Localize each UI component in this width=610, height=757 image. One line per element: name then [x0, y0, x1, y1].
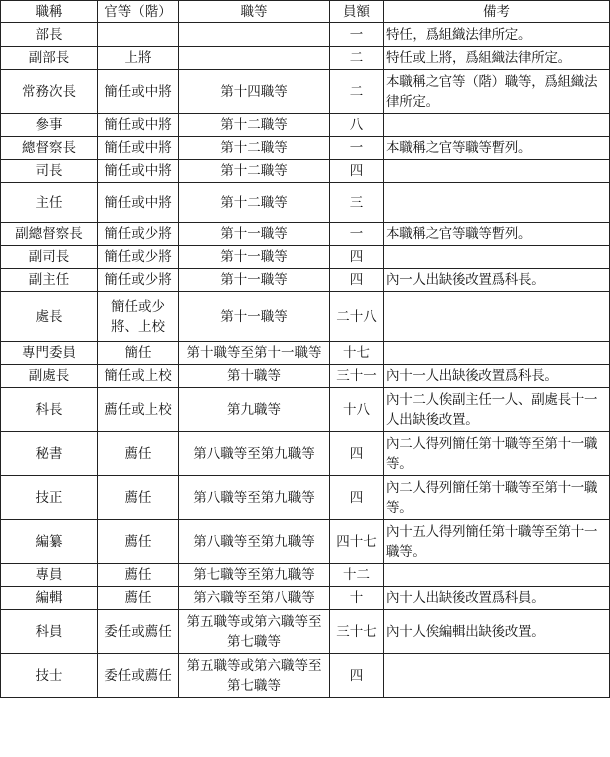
header-grade: 職等: [179, 1, 330, 23]
cell-note: 本職稱之官等職等暫列。: [384, 137, 610, 160]
cell-title: 副司長: [1, 246, 98, 269]
cell-rank: 薦任: [98, 564, 179, 587]
cell-note: 內十人俟編輯出缺後改置。: [384, 610, 610, 654]
cell-note: [384, 292, 610, 342]
cell-grade: 第十職等至第十一職等: [179, 342, 330, 365]
cell-grade: [179, 23, 330, 47]
cell-grade: [179, 47, 330, 70]
header-title: 職稱: [1, 1, 98, 23]
cell-count: 十七: [330, 342, 384, 365]
cell-note: 特任，爲組織法律所定。: [384, 23, 610, 47]
cell-grade: 第八職等至第九職等: [179, 476, 330, 520]
cell-count: 二: [330, 47, 384, 70]
cell-note: [384, 183, 610, 223]
cell-title: 秘書: [1, 432, 98, 476]
cell-note: 內二人得列簡任第十職等至第十一職等。: [384, 432, 610, 476]
cell-note: 本職稱之官等職等暫列。: [384, 223, 610, 246]
cell-note: 內十五人得列簡任第十職等至第十一職等。: [384, 520, 610, 564]
header-note: 備考: [384, 1, 610, 23]
cell-title: 副主任: [1, 269, 98, 292]
cell-title: 主任: [1, 183, 98, 223]
cell-title: 副總督察長: [1, 223, 98, 246]
cell-title: 技士: [1, 654, 98, 698]
cell-note: 內二人得列簡任第十職等至第十一職等。: [384, 476, 610, 520]
cell-note: 內十二人俟副主任一人、副處長十一人出缺後改置。: [384, 388, 610, 432]
cell-title: 技正: [1, 476, 98, 520]
cell-rank: 薦任或上校: [98, 388, 179, 432]
cell-count: 四: [330, 654, 384, 698]
cell-note: [384, 654, 610, 698]
cell-title: 專員: [1, 564, 98, 587]
cell-grade: 第十一職等: [179, 246, 330, 269]
table-row: [1, 432, 610, 476]
cell-title: 參事: [1, 114, 98, 137]
header-rank: 官等（階）: [98, 1, 179, 23]
cell-title: 編纂: [1, 520, 98, 564]
table-row: [1, 476, 610, 520]
table-row: [1, 342, 610, 365]
cell-count: 四: [330, 246, 384, 269]
table-row: [1, 520, 610, 564]
cell-count: 十: [330, 587, 384, 610]
cell-note: 內十一人出缺後改置爲科長。: [384, 365, 610, 388]
cell-count: 一: [330, 137, 384, 160]
table-row: [1, 137, 610, 160]
cell-title: 處長: [1, 292, 98, 342]
header-count: 員額: [330, 1, 384, 23]
cell-rank: 委任或薦任: [98, 654, 179, 698]
cell-count: 四: [330, 160, 384, 183]
cell-grade: 第十四職等: [179, 70, 330, 114]
cell-count: 一: [330, 223, 384, 246]
cell-grade: 第十職等: [179, 365, 330, 388]
cell-count: 二十八: [330, 292, 384, 342]
cell-grade: 第十一職等: [179, 269, 330, 292]
table-row: [1, 160, 610, 183]
cell-grade: 第十二職等: [179, 137, 330, 160]
cell-rank: 簡任或少將、上校: [98, 292, 179, 342]
cell-grade: 第十一職等: [179, 223, 330, 246]
cell-count: 四: [330, 432, 384, 476]
cell-title: 副部長: [1, 47, 98, 70]
cell-note: 內十人出缺後改置爲科員。: [384, 587, 610, 610]
cell-title: 部長: [1, 23, 98, 47]
cell-rank: 薦任: [98, 587, 179, 610]
cell-rank: 委任或薦任: [98, 610, 179, 654]
cell-rank: 薦任: [98, 520, 179, 564]
table-row: [1, 223, 610, 246]
cell-rank: 薦任: [98, 432, 179, 476]
cell-note: [384, 114, 610, 137]
table-row: [1, 365, 610, 388]
cell-title: 常務次長: [1, 70, 98, 114]
cell-grade: 第十二職等: [179, 114, 330, 137]
cell-note: [384, 160, 610, 183]
table-row: [1, 47, 610, 70]
cell-count: 八: [330, 114, 384, 137]
table-row: [1, 183, 610, 223]
cell-title: 科員: [1, 610, 98, 654]
cell-count: 四: [330, 476, 384, 520]
table-row: [1, 114, 610, 137]
table-row: [1, 269, 610, 292]
cell-rank: 簡任或中將: [98, 114, 179, 137]
cell-count: 三: [330, 183, 384, 223]
table-row: [1, 587, 610, 610]
table-body: [1, 23, 610, 698]
cell-title: 科長: [1, 388, 98, 432]
cell-grade: 第五職等或第六職等至第七職等: [179, 610, 330, 654]
cell-count: 十二: [330, 564, 384, 587]
cell-note: [384, 342, 610, 365]
table-row: [1, 246, 610, 269]
cell-count: 三十七: [330, 610, 384, 654]
cell-rank: [98, 23, 179, 47]
table-row: [1, 292, 610, 342]
table-header-row: [1, 1, 610, 23]
cell-rank: 簡任或中將: [98, 160, 179, 183]
cell-count: 三十一: [330, 365, 384, 388]
cell-rank: 簡任或少將: [98, 246, 179, 269]
cell-grade: 第十二職等: [179, 160, 330, 183]
table-row: [1, 70, 610, 114]
table-row: [1, 654, 610, 698]
cell-rank: 簡任或上校: [98, 365, 179, 388]
cell-count: 四: [330, 269, 384, 292]
cell-title: 司長: [1, 160, 98, 183]
cell-grade: 第八職等至第九職等: [179, 520, 330, 564]
cell-title: 專門委員: [1, 342, 98, 365]
cell-rank: 簡任: [98, 342, 179, 365]
cell-rank: 簡任或中將: [98, 137, 179, 160]
table-row: [1, 23, 610, 47]
cell-rank: 簡任或中將: [98, 183, 179, 223]
cell-count: 二: [330, 70, 384, 114]
cell-grade: 第六職等至第八職等: [179, 587, 330, 610]
cell-grade: 第八職等至第九職等: [179, 432, 330, 476]
cell-note: 本職稱之官等（階）職等，爲組織法律所定。: [384, 70, 610, 114]
cell-grade: 第十一職等: [179, 292, 330, 342]
table-row: [1, 388, 610, 432]
cell-grade: 第七職等至第九職等: [179, 564, 330, 587]
cell-count: 一: [330, 23, 384, 47]
cell-grade: 第十二職等: [179, 183, 330, 223]
cell-note: 特任或上將，爲組織法律所定。: [384, 47, 610, 70]
cell-note: [384, 564, 610, 587]
cell-note: [384, 246, 610, 269]
cell-grade: 第九職等: [179, 388, 330, 432]
cell-count: 十八: [330, 388, 384, 432]
cell-grade: 第五職等或第六職等至第七職等: [179, 654, 330, 698]
cell-rank: 簡任或少將: [98, 223, 179, 246]
cell-title: 編輯: [1, 587, 98, 610]
cell-rank: 上將: [98, 47, 179, 70]
cell-title: 總督察長: [1, 137, 98, 160]
cell-title: 副處長: [1, 365, 98, 388]
cell-count: 四十七: [330, 520, 384, 564]
cell-rank: 簡任或中將: [98, 70, 179, 114]
cell-rank: 簡任或少將: [98, 269, 179, 292]
cell-rank: 薦任: [98, 476, 179, 520]
table-row: [1, 610, 610, 654]
table-row: [1, 564, 610, 587]
cell-note: 內一人出缺後改置爲科長。: [384, 269, 610, 292]
